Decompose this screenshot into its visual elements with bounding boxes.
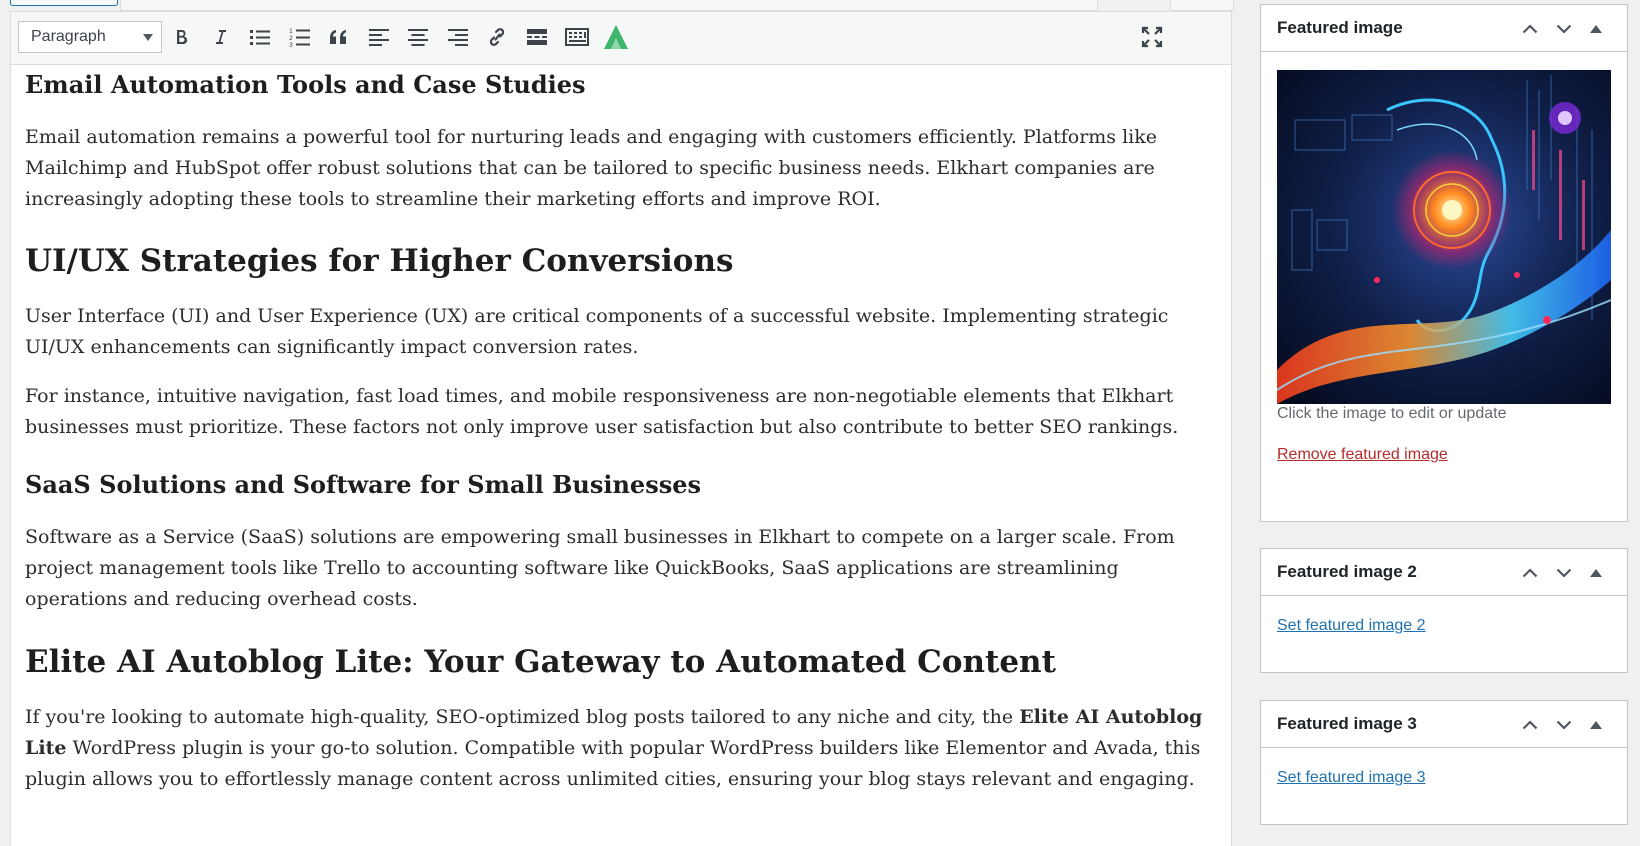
bulleted-list-button[interactable] — [244, 21, 276, 53]
paragraph-ui-ux-1: User Interface (UI) and User Experience (UX) are critical components of a successful website. Implementing strategic UI/UX enhancements can significantly impact conversion rates. — [25, 305, 1169, 358]
align-right-icon — [447, 27, 469, 47]
numbered-list-icon — [289, 26, 311, 48]
move-down-button[interactable] — [1553, 18, 1575, 40]
heading-email-automation: Email Automation Tools and Case Studies — [25, 70, 586, 99]
toolbar-toggle-icon — [565, 27, 589, 47]
tab-strip-bar — [120, 0, 1098, 11]
paragraph-elite-ai — [25, 702, 1225, 795]
toggle-panel-button[interactable] — [1585, 18, 1607, 40]
paragraph-saas: Software as a Service (SaaS) solutions are empowering small businesses in Elkhart to compete on a larger scale. From project management tools like Trello to accounting software like QuickBooks, SaaS applications are streamlining operations and reducing overhead costs. — [25, 526, 1175, 610]
heading-elite-ai: Elite AI Autoblog Lite: Your Gateway to Automated Content — [25, 644, 1056, 680]
paragraph-email-automation: Email automation remains a powerful tool for nurturing leads and engaging with customers efficiently. Platforms like Mailchimp and HubSpot offer robust solutions that can be tailored to specific business needs. Elkhart companies are increasingly adopting these tools to streamline their marketing efforts and improve ROI. — [25, 126, 1158, 210]
format-select-value: Paragraph — [31, 28, 106, 45]
classic-editor — [10, 11, 1232, 846]
featured-image-2-box — [1260, 548, 1628, 673]
paragraph-elite-text-1: If you're looking to automate high-quality, SEO-optimized blog posts tailored to any niche and city, the — [25, 706, 1020, 728]
move-down-button[interactable] — [1553, 714, 1575, 736]
move-up-button[interactable] — [1519, 18, 1541, 40]
chevron-down-icon — [1556, 568, 1572, 578]
featured-image-2-title: Featured image 2 — [1277, 562, 1417, 581]
numbered-list-button[interactable] — [284, 21, 316, 53]
editor-tab-strip — [0, 0, 1232, 11]
svg-text:1: 1 — [289, 28, 293, 35]
align-right-button[interactable] — [442, 21, 474, 53]
move-up-button[interactable] — [1519, 562, 1541, 584]
toggle-panel-button[interactable] — [1585, 562, 1607, 584]
plugin-logo-button[interactable] — [600, 21, 632, 53]
move-down-button[interactable] — [1553, 562, 1575, 584]
featured-image-title: Featured image — [1277, 18, 1403, 37]
triangle-up-icon — [1590, 569, 1602, 577]
featured-image-box — [1260, 4, 1628, 522]
triangle-up-icon — [1590, 721, 1602, 729]
toggle-panel-button[interactable] — [1585, 714, 1607, 736]
featured-image-2-header — [1261, 549, 1627, 596]
featured-image-header — [1261, 5, 1627, 52]
move-up-button[interactable] — [1519, 714, 1541, 736]
paragraph-elite-bold: Elite AI Autoblog Lite — [25, 706, 1203, 759]
plugin-logo-icon — [603, 24, 629, 50]
link-icon — [486, 26, 508, 48]
fullscreen-button[interactable] — [1136, 21, 1168, 53]
triangle-up-icon — [1590, 25, 1602, 33]
svg-text:3: 3 — [289, 42, 293, 48]
italic-button[interactable] — [204, 21, 236, 53]
bold-icon — [171, 27, 191, 47]
editor-content[interactable] — [25, 68, 1225, 795]
read-more-icon — [526, 27, 548, 47]
align-left-button[interactable] — [363, 21, 395, 53]
align-center-button[interactable] — [402, 21, 434, 53]
chevron-up-icon — [1522, 568, 1538, 578]
featured-image-3-box — [1260, 700, 1628, 825]
featured-image-3-title: Featured image 3 — [1277, 714, 1417, 733]
paragraph-elite-text-2: WordPress plugin is your go-to solution. Compatible with popular WordPress builders like Elementor and Avada, this plugin allows you to effortlessly manage content across unlimited cities, ensuring your blog stays relevant and engaging. — [25, 737, 1201, 790]
ai-head-artwork-image — [1277, 70, 1611, 404]
blockquote-button[interactable] — [323, 21, 355, 53]
remove-featured-image-link[interactable]: Remove featured image — [1277, 446, 1448, 463]
featured-image-thumbnail[interactable] — [1277, 70, 1611, 404]
format-select[interactable] — [18, 21, 162, 53]
bold-button[interactable] — [165, 21, 197, 53]
featured-image-hint: Click the image to edit or update — [1277, 405, 1507, 422]
svg-text:2: 2 — [289, 35, 293, 42]
heading-ui-ux: UI/UX Strategies for Higher Conversions — [25, 243, 734, 279]
read-more-button[interactable] — [521, 21, 553, 53]
tab-strip-bar-end — [1170, 0, 1234, 11]
align-left-icon — [368, 27, 390, 47]
chevron-up-icon — [1522, 24, 1538, 34]
set-featured-image-2-link[interactable]: Set featured image 2 — [1277, 617, 1426, 634]
toolbar-toggle-button[interactable] — [561, 21, 593, 53]
insert-link-button[interactable] — [481, 21, 513, 53]
chevron-down-icon — [143, 34, 153, 41]
blockquote-icon — [328, 27, 350, 47]
align-center-icon — [407, 27, 429, 47]
set-featured-image-3-link[interactable]: Set featured image 3 — [1277, 769, 1426, 786]
editor-toolbar — [11, 12, 1231, 65]
italic-icon — [210, 27, 230, 47]
bulleted-list-icon — [249, 27, 271, 47]
chevron-down-icon — [1556, 720, 1572, 730]
heading-saas: SaaS Solutions and Software for Small Businesses — [25, 470, 702, 499]
fullscreen-icon — [1141, 26, 1163, 48]
featured-image-3-header — [1261, 701, 1627, 748]
editor-mode-tab[interactable] — [10, 0, 118, 6]
paragraph-ui-ux-2: For instance, intuitive navigation, fast load times, and mobile responsiveness are non-negotiable elements that Elkhart businesses must prioritize. These factors not only improve user satisfaction but also contribute to better SEO rankings. — [25, 385, 1179, 438]
chevron-up-icon — [1522, 720, 1538, 730]
chevron-down-icon — [1556, 24, 1572, 34]
